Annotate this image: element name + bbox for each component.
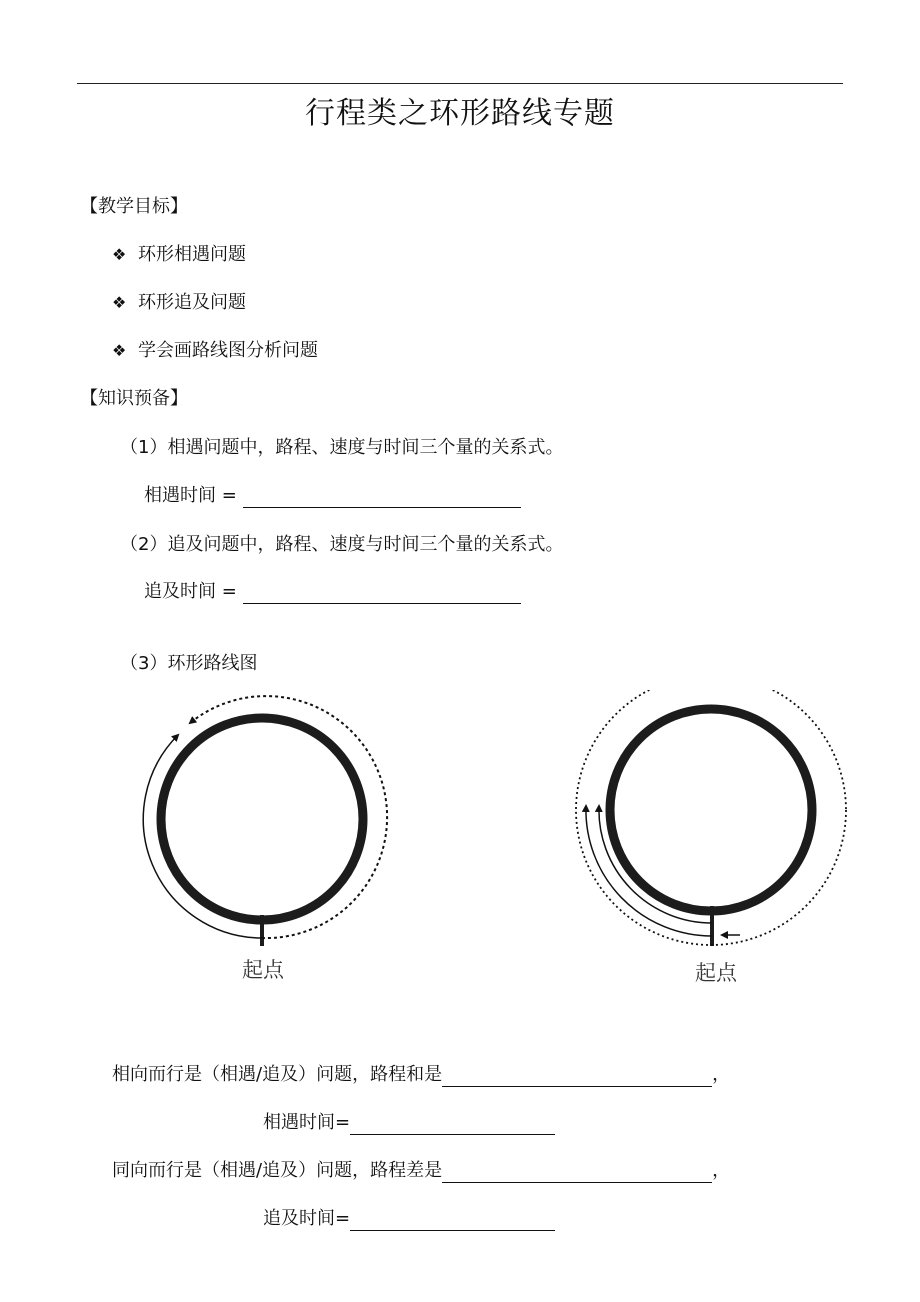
answer-blank[interactable]	[442, 1066, 712, 1087]
page-title: 行程类之环形路线专题	[305, 96, 615, 131]
answer-blank[interactable]	[350, 1210, 555, 1231]
ring-track	[610, 709, 812, 911]
clockwise-dotted-route-arrow	[190, 696, 387, 938]
diamond-bullet-icon: ❖	[112, 293, 127, 312]
ring-track	[161, 718, 363, 920]
header-rule	[77, 83, 843, 84]
objective-item-1	[112, 243, 246, 267]
formula-label: 追及时间 =	[144, 581, 237, 602]
answer-blank[interactable]	[243, 583, 521, 604]
question-3: （3）环形路线图	[120, 653, 258, 674]
formula-label: 相遇时间 =	[144, 485, 237, 506]
answer-blank[interactable]	[243, 487, 521, 508]
meeting-diagram	[143, 696, 387, 982]
answer-blank[interactable]	[442, 1162, 712, 1183]
objective-item-3	[112, 339, 318, 363]
outer-route-arrow	[586, 806, 712, 936]
fill-line-label: 相遇时间=	[263, 1112, 351, 1133]
fill-line-meeting	[112, 1063, 730, 1087]
fill-line-meet-time	[263, 1111, 555, 1135]
diamond-bullet-icon: ❖	[112, 245, 127, 264]
objective-text: 环形相遇问题	[138, 244, 246, 265]
fill-line-text: 相向而行是（相遇/追及）问题，路程和是	[112, 1064, 443, 1085]
objectives-heading: 【教学目标】	[80, 196, 188, 217]
question-2: （2）追及问题中，路程、速度与时间三个量的关系式。	[120, 534, 564, 555]
fill-line-text: 同向而行是（相遇/追及）问题，路程差是	[112, 1160, 443, 1181]
ring-route-diagrams	[0, 690, 920, 1000]
knowledge-heading: 【知识预备】	[80, 388, 188, 409]
chasing-diagram	[576, 690, 846, 985]
objective-item-2	[112, 291, 246, 315]
objective-text: 学会画路线图分析问题	[138, 340, 318, 361]
start-point-label: 起点	[242, 958, 284, 982]
fill-line-suffix: ，	[712, 1064, 731, 1085]
fill-line-chasing	[112, 1159, 730, 1183]
answer-blank[interactable]	[350, 1114, 555, 1135]
start-point-label: 起点	[695, 961, 737, 985]
meet-time-formula	[144, 484, 521, 508]
chase-time-formula	[144, 580, 521, 604]
fill-line-chase-time	[263, 1207, 555, 1231]
fill-line-suffix: ，	[712, 1160, 731, 1181]
diamond-bullet-icon: ❖	[112, 341, 127, 360]
question-1: （1）相遇问题中，路程、速度与时间三个量的关系式。	[120, 437, 564, 458]
objective-text: 环形追及问题	[138, 292, 246, 313]
fill-line-label: 追及时间=	[263, 1208, 351, 1229]
